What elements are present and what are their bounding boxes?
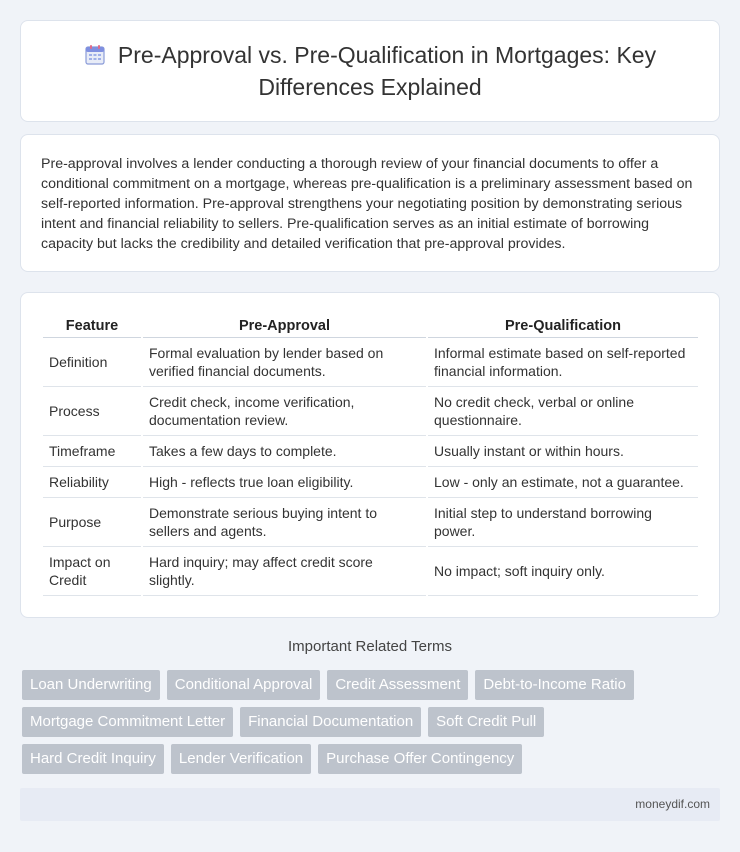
- pre-approval-cell: Takes a few days to complete.: [143, 436, 426, 467]
- table-row: [43, 436, 698, 467]
- tag-debt-to-income-ratio[interactable]: Debt-to-Income Ratio: [475, 670, 634, 700]
- feature-cell: Timeframe: [43, 436, 141, 467]
- tag-row: [22, 707, 722, 737]
- pre-approval-cell: Formal evaluation by lender based on verified financial documents.: [143, 338, 426, 387]
- tag-conditional-approval[interactable]: Conditional Approval: [167, 670, 321, 700]
- title-card: [20, 20, 720, 122]
- feature-cell: Reliability: [43, 467, 141, 498]
- tag-credit-assessment[interactable]: Credit Assessment: [327, 670, 468, 700]
- intro-card: [20, 134, 720, 272]
- table-row: [43, 498, 698, 547]
- tag-mortgage-commitment-letter[interactable]: Mortgage Commitment Letter: [22, 707, 233, 737]
- table-header-row: [43, 315, 698, 338]
- tag-loan-underwriting[interactable]: Loan Underwriting: [22, 670, 160, 700]
- table-row: [43, 338, 698, 387]
- comparison-table-card: [20, 292, 720, 618]
- tag-soft-credit-pull[interactable]: Soft Credit Pull: [428, 707, 544, 737]
- pre-qualification-cell: Usually instant or within hours.: [428, 436, 698, 467]
- table-row: [43, 467, 698, 498]
- tag-purchase-offer-contingency[interactable]: Purchase Offer Contingency: [318, 744, 522, 774]
- pre-qualification-cell: Initial step to understand borrowing power.: [428, 498, 698, 547]
- tag-row: [22, 670, 722, 700]
- tag-financial-documentation[interactable]: Financial Documentation: [240, 707, 421, 737]
- header-feature: Feature: [43, 315, 141, 338]
- footer-site[interactable]: moneydif.com: [635, 797, 710, 811]
- table-row: [43, 547, 698, 596]
- calendar-icon: [84, 44, 106, 73]
- page-title: Pre-Approval vs. Pre-Qualification in Mortgages: Key Differences Explained: [117, 41, 657, 100]
- related-terms-title: Important Related Terms: [288, 638, 452, 655]
- pre-qualification-cell: Informal estimate based on self-reported financial information.: [428, 338, 698, 387]
- feature-cell: Definition: [43, 338, 141, 387]
- intro-text: Pre-approval involves a lender conducting a thorough review of your financial documents to offer a conditional commitment on a mortgage, whereas pre-qualification is a preliminary assessment based on self-reported information. Pre-approval strengthens your negotiating position by demonstrating serious intent and financial reliability to sellers. Pre-qualification serves as an initial estimate of borrowing capacity but lacks the credibility and detailed verification that pre-approval provides.: [41, 156, 693, 252]
- tag-hard-credit-inquiry[interactable]: Hard Credit Inquiry: [22, 744, 164, 774]
- comparison-table: [41, 315, 700, 596]
- feature-cell: Purpose: [43, 498, 141, 547]
- tag-lender-verification[interactable]: Lender Verification: [171, 744, 311, 774]
- pre-approval-cell: High - reflects true loan eligibility.: [143, 467, 426, 498]
- feature-cell: Impact on Credit: [43, 547, 141, 596]
- table-row: [43, 387, 698, 436]
- pre-qualification-cell: No credit check, verbal or online questionnaire.: [428, 387, 698, 436]
- feature-cell: Process: [43, 387, 141, 436]
- tag-row: [22, 744, 722, 774]
- page-title-wrap: [51, 41, 689, 102]
- pre-qualification-cell: No impact; soft inquiry only.: [428, 547, 698, 596]
- header-pre-qualification: Pre-Qualification: [428, 315, 698, 338]
- header-pre-approval: Pre-Approval: [143, 315, 426, 338]
- footer: [20, 788, 720, 821]
- related-terms-tags: [22, 670, 722, 781]
- pre-approval-cell: Hard inquiry; may affect credit score slightly.: [143, 547, 426, 596]
- pre-qualification-cell: Low - only an estimate, not a guarantee.: [428, 467, 698, 498]
- pre-approval-cell: Demonstrate serious buying intent to sellers and agents.: [143, 498, 426, 547]
- pre-approval-cell: Credit check, income verification, documentation review.: [143, 387, 426, 436]
